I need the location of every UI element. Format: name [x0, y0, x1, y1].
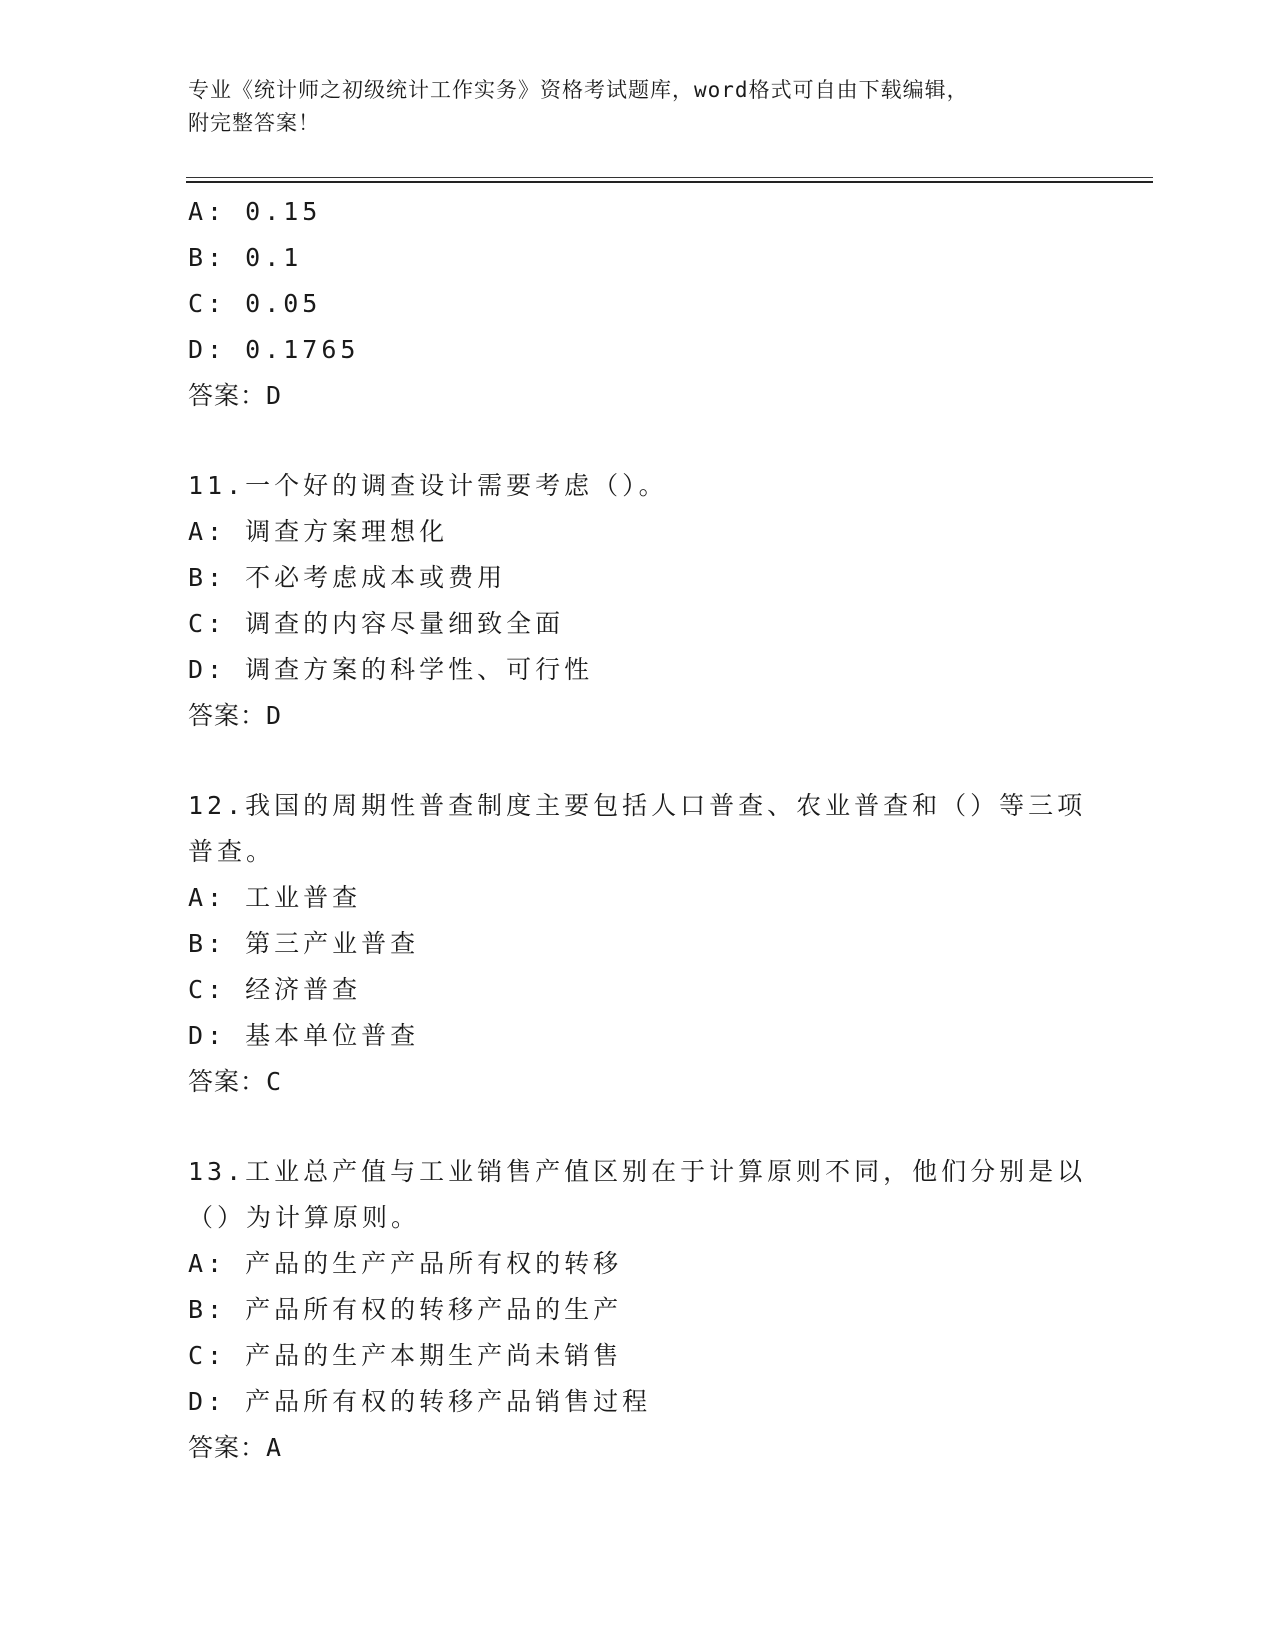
- question-12: [188, 783, 1088, 1105]
- question-13: [188, 1149, 1088, 1471]
- option-c: C: 经济普查: [188, 975, 362, 1004]
- option-d: D: 0.1765: [188, 335, 360, 364]
- answer: 答案：D: [188, 701, 283, 730]
- question-10-tail: [188, 189, 1088, 419]
- header-line-1: 专业《统计师之初级统计工作实务》资格考试题库，word格式可自由下载编辑，: [188, 78, 969, 102]
- option-a: A: 调查方案理想化: [188, 517, 449, 546]
- option-c: C: 0.05: [188, 289, 322, 318]
- option-b: B: 0.1: [188, 243, 303, 272]
- header-divider-thin: [186, 177, 1153, 178]
- answer: 答案：A: [188, 1433, 283, 1462]
- question-stem-line-2: （）为计算原则。: [188, 1203, 421, 1232]
- question-stem: 11.一个好的调查设计需要考虑（）。: [188, 471, 668, 500]
- option-b: B: 不必考虑成本或费用: [188, 563, 507, 592]
- question-11: [188, 463, 1088, 739]
- option-b: B: 产品所有权的转移产品的生产: [188, 1295, 623, 1324]
- question-stem-line-1: 12.我国的周期性普查制度主要包括人口普查、农业普查和（）等三项: [188, 791, 1087, 820]
- header-divider-thick: [186, 181, 1153, 183]
- option-b: B: 第三产业普查: [188, 929, 420, 958]
- answer: 答案：D: [188, 381, 283, 410]
- header-line-2: 附完整答案！: [188, 111, 320, 135]
- option-d: D: 基本单位普查: [188, 1021, 420, 1050]
- question-stem-line-2: 普查。: [188, 837, 276, 866]
- document-header: [188, 74, 1088, 140]
- option-d: D: 调查方案的科学性、可行性: [188, 655, 594, 684]
- option-a: A: 产品的生产产品所有权的转移: [188, 1249, 623, 1278]
- answer: 答案：C: [188, 1067, 283, 1096]
- option-a: A: 工业普查: [188, 883, 362, 912]
- question-stem-line-1: 13.工业总产值与工业销售产值区别在于计算原则不同，他们分别是以: [188, 1157, 1087, 1186]
- option-c: C: 产品的生产本期生产尚未销售: [188, 1341, 623, 1370]
- option-a: A: 0.15: [188, 197, 322, 226]
- question-list: [188, 189, 1088, 1471]
- option-d: D: 产品所有权的转移产品销售过程: [188, 1387, 652, 1416]
- option-c: C: 调查的内容尽量细致全面: [188, 609, 565, 638]
